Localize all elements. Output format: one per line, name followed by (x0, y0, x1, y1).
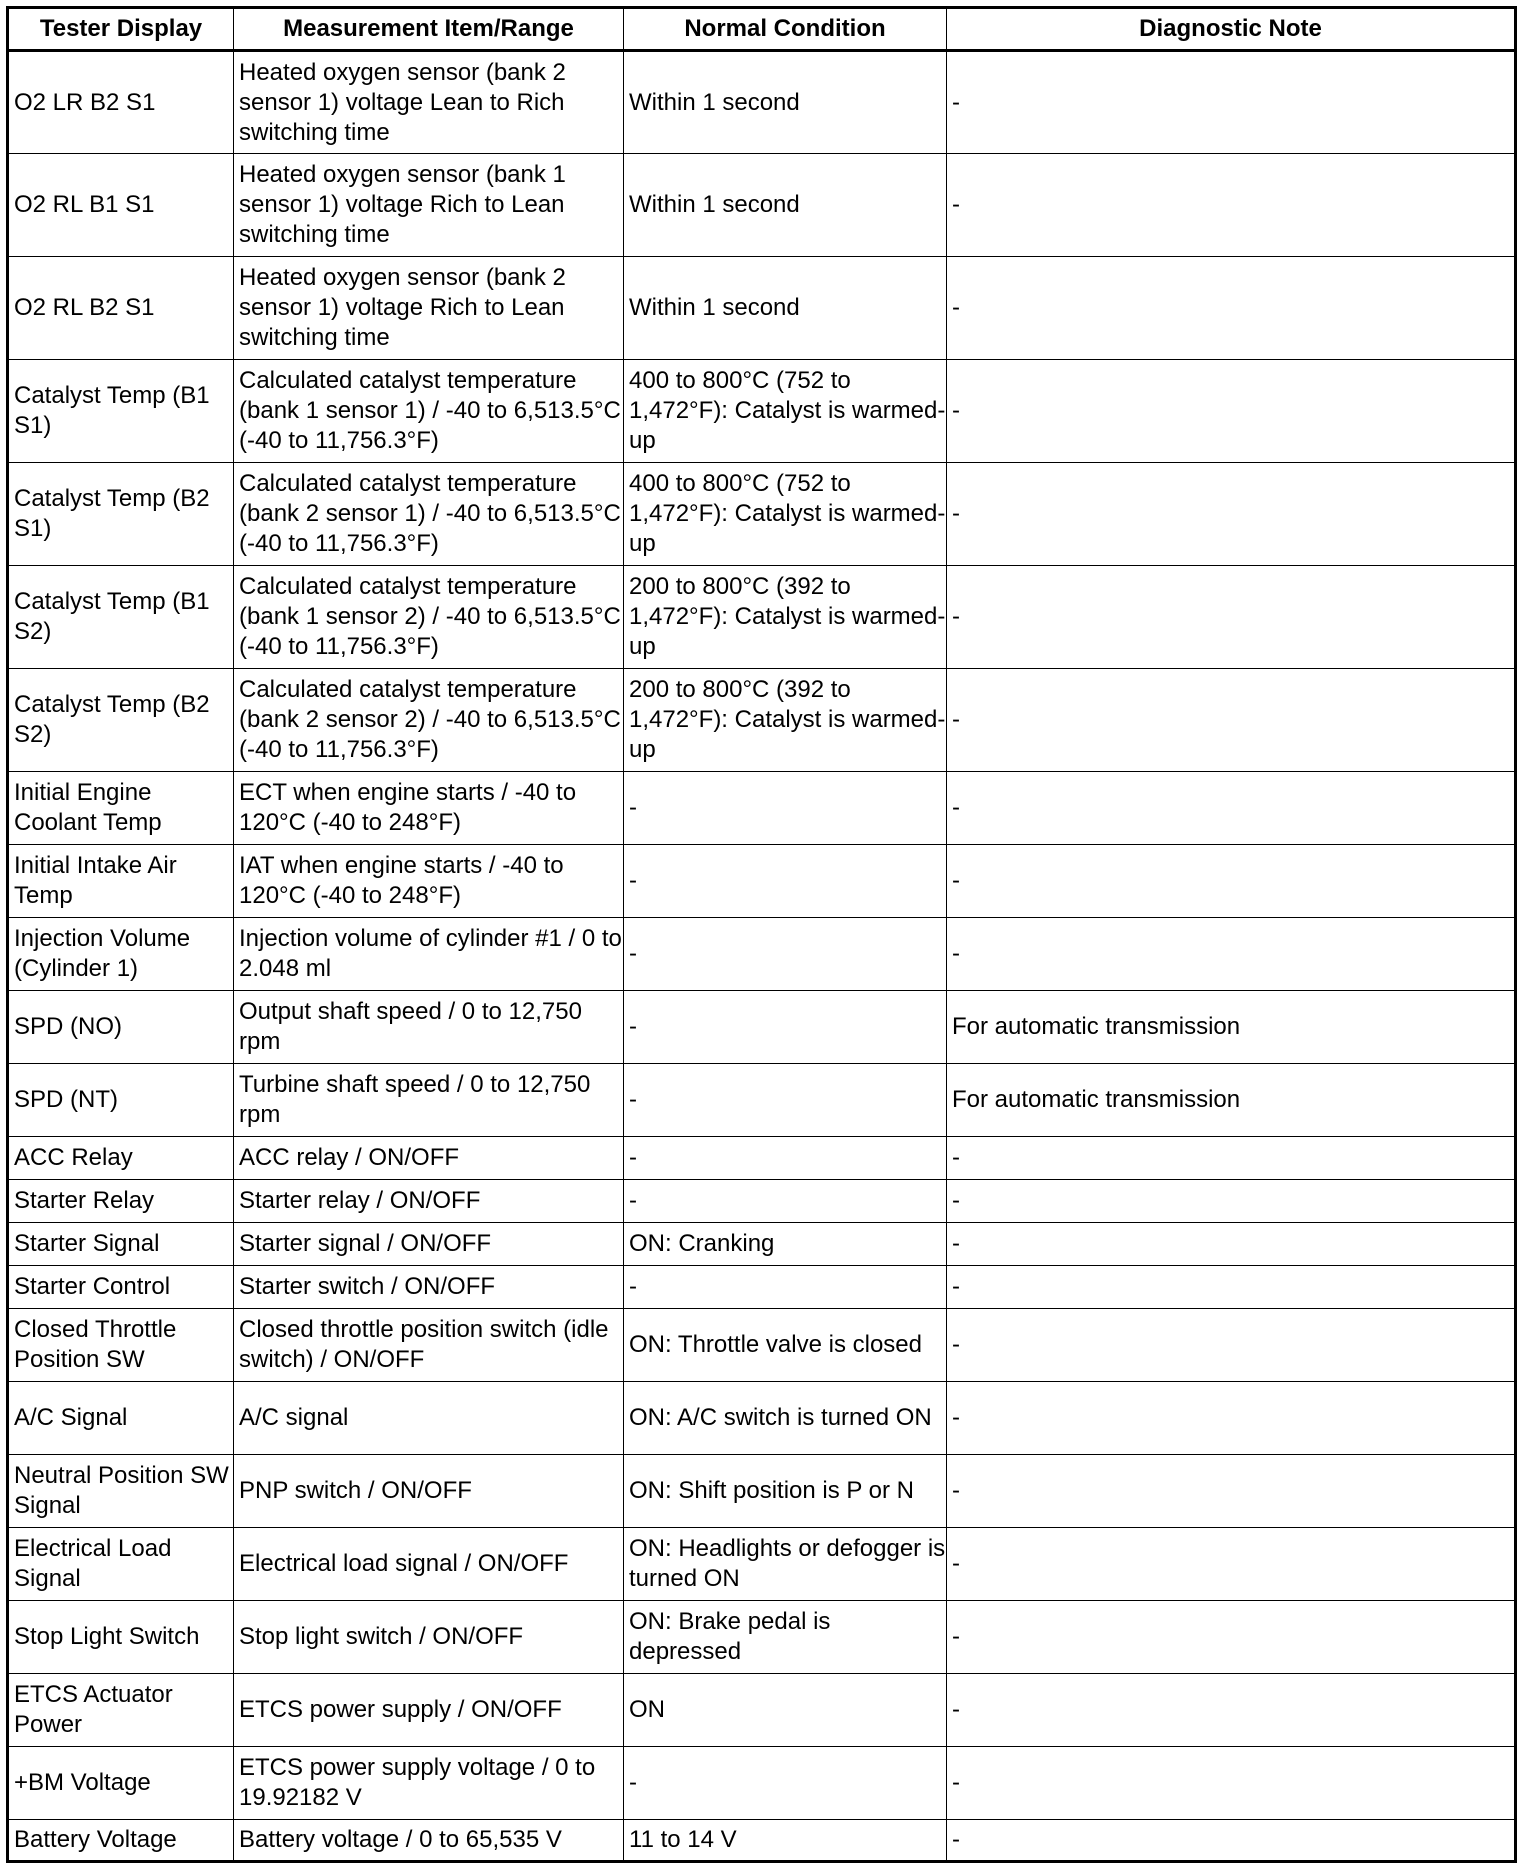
measurement-item-cell: PNP switch / ON/OFF (234, 1455, 624, 1528)
table-row (8, 845, 1516, 918)
tester-display-cell: Stop Light Switch (8, 1601, 234, 1674)
diagnostic-note-cell: - (947, 566, 1516, 669)
table-row (8, 463, 1516, 566)
table-row (8, 1309, 1516, 1382)
tester-display-cell: Catalyst Temp (B1 S1) (8, 360, 234, 463)
table-row (8, 1180, 1516, 1223)
measurement-item-cell: Starter signal / ON/OFF (234, 1223, 624, 1266)
table-row (8, 566, 1516, 669)
tester-display-cell: Starter Control (8, 1266, 234, 1309)
tester-display-cell: O2 RL B2 S1 (8, 257, 234, 360)
normal-condition-cell: ON: Throttle valve is closed (624, 1309, 947, 1382)
diagnostic-note-cell: - (947, 1180, 1516, 1223)
diagnostic-note-cell: - (947, 1223, 1516, 1266)
normal-condition-cell: 400 to 800°C (752 to 1,472°F): Catalyst is warmed-up (624, 463, 947, 566)
diagnostic-note-cell: - (947, 772, 1516, 845)
diagnostic-note-cell: - (947, 257, 1516, 360)
normal-condition-cell: - (624, 845, 947, 918)
header-normal-condition: Normal Condition (624, 8, 947, 51)
diagnostic-note-cell: - (947, 1455, 1516, 1528)
measurement-item-cell: Heated oxygen sensor (bank 2 sensor 1) voltage Rich to Lean switching time (234, 257, 624, 360)
table-row (8, 1601, 1516, 1674)
tester-display-cell: Starter Relay (8, 1180, 234, 1223)
header-row (8, 8, 1516, 51)
normal-condition-cell: ON: Brake pedal is depressed (624, 1601, 947, 1674)
diagnostic-note-cell: - (947, 1528, 1516, 1601)
diagnostic-note-cell: - (947, 1674, 1516, 1747)
diagnostic-note-cell: - (947, 1601, 1516, 1674)
tester-display-cell: Initial Intake Air Temp (8, 845, 234, 918)
measurement-item-cell: Injection volume of cylinder #1 / 0 to 2.048 ml (234, 918, 624, 991)
tester-display-cell: Neutral Position SW Signal (8, 1455, 234, 1528)
diagnostic-note-cell: - (947, 669, 1516, 772)
diagnostic-note-cell: - (947, 360, 1516, 463)
table-row (8, 1137, 1516, 1180)
table-row (8, 1223, 1516, 1266)
measurement-item-cell: ETCS power supply / ON/OFF (234, 1674, 624, 1747)
normal-condition-cell: ON: Cranking (624, 1223, 947, 1266)
diagnostic-note-cell: - (947, 154, 1516, 257)
measurement-item-cell: Calculated catalyst temperature (bank 2 sensor 1) / -40 to 6,513.5°C (-40 to 11,756.3°F) (234, 463, 624, 566)
normal-condition-cell: Within 1 second (624, 257, 947, 360)
tester-display-cell: O2 LR B2 S1 (8, 51, 234, 154)
table-row (8, 991, 1516, 1064)
normal-condition-cell: 200 to 800°C (392 to 1,472°F): Catalyst is warmed-up (624, 669, 947, 772)
normal-condition-cell: ON: Shift position is P or N (624, 1455, 947, 1528)
normal-condition-cell: ON: A/C switch is turned ON (624, 1382, 947, 1455)
normal-condition-cell: - (624, 1747, 947, 1820)
tester-display-cell: SPD (NO) (8, 991, 234, 1064)
table-body (8, 51, 1516, 1862)
measurement-item-cell: Stop light switch / ON/OFF (234, 1601, 624, 1674)
table-row (8, 669, 1516, 772)
diagnostic-note-cell: - (947, 1747, 1516, 1820)
table-row (8, 1820, 1516, 1862)
normal-condition-cell: - (624, 918, 947, 991)
tester-display-cell: ACC Relay (8, 1137, 234, 1180)
diagnostic-note-cell: - (947, 1137, 1516, 1180)
tester-display-cell: SPD (NT) (8, 1064, 234, 1137)
measurement-item-cell: Turbine shaft speed / 0 to 12,750 rpm (234, 1064, 624, 1137)
diagnostic-note-cell: - (947, 845, 1516, 918)
normal-condition-cell: - (624, 1064, 947, 1137)
diagnostic-note-cell: - (947, 1382, 1516, 1455)
normal-condition-cell: Within 1 second (624, 154, 947, 257)
normal-condition-cell: Within 1 second (624, 51, 947, 154)
measurement-item-cell: Closed throttle position switch (idle switch) / ON/OFF (234, 1309, 624, 1382)
table-row (8, 1455, 1516, 1528)
diagnostic-note-cell: - (947, 1266, 1516, 1309)
diagnostic-note-cell: - (947, 1820, 1516, 1862)
measurement-item-cell: ECT when engine starts / -40 to 120°C (-40 to 248°F) (234, 772, 624, 845)
diagnostic-note-cell: For automatic transmission (947, 991, 1516, 1064)
table-row (8, 1266, 1516, 1309)
tester-display-cell: Closed Throttle Position SW (8, 1309, 234, 1382)
table-row (8, 360, 1516, 463)
normal-condition-cell: - (624, 1266, 947, 1309)
tester-display-cell: Starter Signal (8, 1223, 234, 1266)
tester-display-cell: ETCS Actuator Power (8, 1674, 234, 1747)
table-header (8, 8, 1516, 51)
measurement-item-cell: Heated oxygen sensor (bank 2 sensor 1) voltage Lean to Rich switching time (234, 51, 624, 154)
table-row (8, 1382, 1516, 1455)
measurement-item-cell: Starter switch / ON/OFF (234, 1266, 624, 1309)
measurement-item-cell: ETCS power supply voltage / 0 to 19.92182 V (234, 1747, 624, 1820)
measurement-item-cell: IAT when engine starts / -40 to 120°C (-40 to 248°F) (234, 845, 624, 918)
measurement-item-cell: ACC relay / ON/OFF (234, 1137, 624, 1180)
diagnostic-note-cell: For automatic transmission (947, 1064, 1516, 1137)
data-list-table (6, 6, 1517, 1863)
measurement-item-cell: Battery voltage / 0 to 65,535 V (234, 1820, 624, 1862)
table-row (8, 1064, 1516, 1137)
table-row (8, 918, 1516, 991)
measurement-item-cell: Electrical load signal / ON/OFF (234, 1528, 624, 1601)
table-row (8, 257, 1516, 360)
header-diagnostic-note: Diagnostic Note (947, 8, 1516, 51)
tester-display-cell: Battery Voltage (8, 1820, 234, 1862)
diagnostic-note-cell: - (947, 918, 1516, 991)
measurement-item-cell: Heated oxygen sensor (bank 1 sensor 1) voltage Rich to Lean switching time (234, 154, 624, 257)
table-row (8, 154, 1516, 257)
header-tester-display: Tester Display (8, 8, 234, 51)
tester-display-cell: Initial Engine Coolant Temp (8, 772, 234, 845)
diagnostic-note-cell: - (947, 463, 1516, 566)
tester-display-cell: Catalyst Temp (B2 S1) (8, 463, 234, 566)
normal-condition-cell: - (624, 991, 947, 1064)
table-row (8, 1747, 1516, 1820)
diagnostic-note-cell: - (947, 1309, 1516, 1382)
measurement-item-cell: Calculated catalyst temperature (bank 2 sensor 2) / -40 to 6,513.5°C (-40 to 11,756.3°F) (234, 669, 624, 772)
tester-display-cell: A/C Signal (8, 1382, 234, 1455)
measurement-item-cell: Output shaft speed / 0 to 12,750 rpm (234, 991, 624, 1064)
tester-display-cell: O2 RL B1 S1 (8, 154, 234, 257)
normal-condition-cell: 400 to 800°C (752 to 1,472°F): Catalyst is warmed-up (624, 360, 947, 463)
diagnostic-note-cell: - (947, 51, 1516, 154)
normal-condition-cell: 11 to 14 V (624, 1820, 947, 1862)
table-row (8, 1674, 1516, 1747)
normal-condition-cell: ON (624, 1674, 947, 1747)
normal-condition-cell: ON: Headlights or defogger is turned ON (624, 1528, 947, 1601)
measurement-item-cell: A/C signal (234, 1382, 624, 1455)
tester-display-cell: Catalyst Temp (B2 S2) (8, 669, 234, 772)
tester-display-cell: +BM Voltage (8, 1747, 234, 1820)
table-row (8, 772, 1516, 845)
tester-display-cell: Catalyst Temp (B1 S2) (8, 566, 234, 669)
normal-condition-cell: 200 to 800°C (392 to 1,472°F): Catalyst is warmed-up (624, 566, 947, 669)
tester-display-cell: Electrical Load Signal (8, 1528, 234, 1601)
normal-condition-cell: - (624, 1180, 947, 1223)
table-row (8, 51, 1516, 154)
table-row (8, 1528, 1516, 1601)
header-measurement-item: Measurement Item/Range (234, 8, 624, 51)
normal-condition-cell: - (624, 1137, 947, 1180)
measurement-item-cell: Calculated catalyst temperature (bank 1 sensor 2) / -40 to 6,513.5°C (-40 to 11,756.3°F) (234, 566, 624, 669)
tester-display-cell: Injection Volume (Cylinder 1) (8, 918, 234, 991)
normal-condition-cell: - (624, 772, 947, 845)
measurement-item-cell: Starter relay / ON/OFF (234, 1180, 624, 1223)
measurement-item-cell: Calculated catalyst temperature (bank 1 sensor 1) / -40 to 6,513.5°C (-40 to 11,756.3°F) (234, 360, 624, 463)
